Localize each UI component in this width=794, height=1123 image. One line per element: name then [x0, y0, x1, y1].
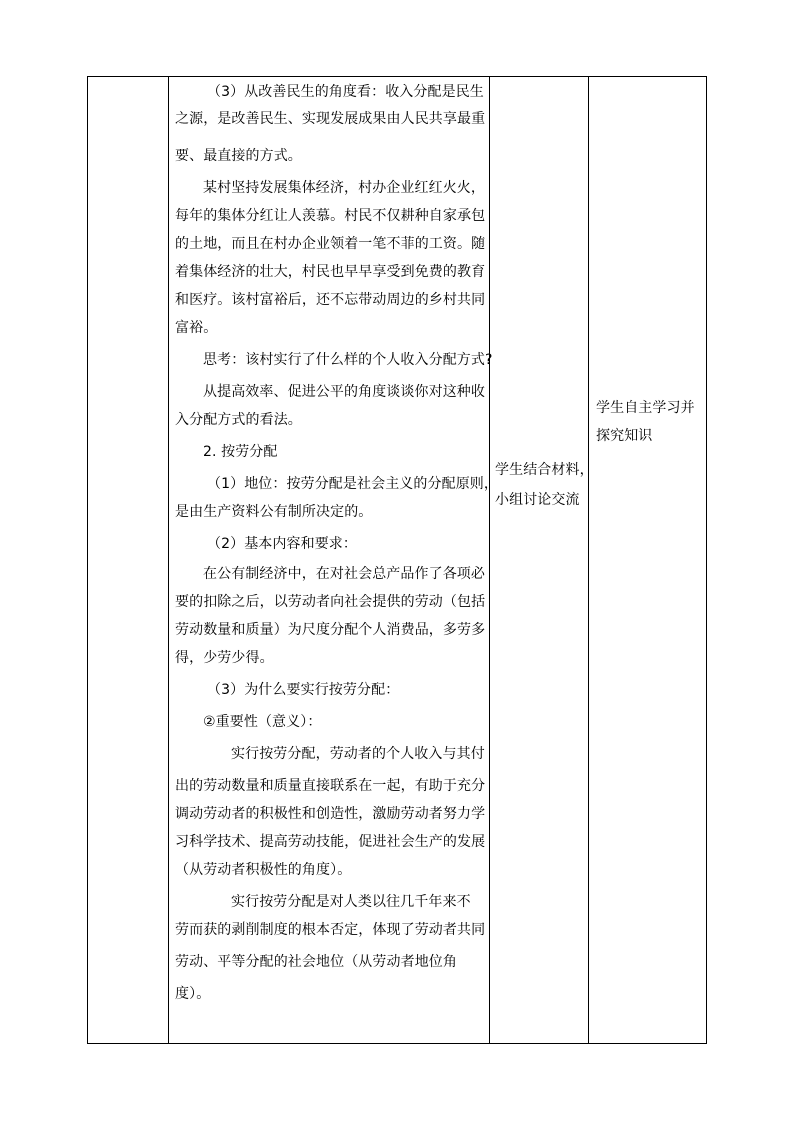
content-line: （1）地位：按劳分配是社会主义的分配原则，	[207, 476, 499, 492]
content-line: （从劳动者积极性的角度）。	[175, 862, 352, 878]
design-intent-cell	[589, 77, 708, 1043]
content-line: 劳动数量和质量）为尺度分配个人消费品，多劳多	[175, 622, 486, 638]
content-line: 度）。	[175, 986, 211, 1002]
activity-line: 小组讨论交流	[495, 492, 580, 508]
content-line: 富裕。	[175, 320, 218, 336]
content-line: （3）为什么要实行按劳分配：	[207, 682, 400, 698]
lesson-table	[87, 76, 707, 1044]
content-line: 出的劳动数量和质量直接联系在一起，有助于充分	[175, 778, 486, 794]
content-line: 实行按劳分配，劳动者的个人收入与其付	[231, 746, 485, 762]
teaching-content-cell	[169, 77, 499, 1043]
content-line: 劳而获的剥削制度的根本否定，体现了劳动者共同	[175, 922, 486, 938]
content-line: 某村坚持发展集体经济，村办企业红红火火，	[203, 180, 485, 196]
content-line: 入分配方式的看法。	[175, 412, 302, 428]
content-line: 要的扣除之后，以劳动者向社会提供的劳动（包括	[175, 594, 486, 610]
content-line: 从提高效率、促进公平的角度谈谈你对这种收	[203, 384, 485, 400]
content-line: 思考：该村实行了什么样的个人收入分配方式?	[203, 352, 493, 368]
intent-line: 探究知识	[596, 428, 653, 444]
empty-first-column-cell	[88, 77, 168, 1043]
content-line: 的土地，而且在村办企业领着一笔不菲的工资。随	[175, 236, 486, 252]
content-line: ②重要性（意义）：	[203, 714, 322, 730]
section-heading: 2. 按劳分配	[203, 444, 278, 460]
content-line: 每年的集体分红让人羡慕。村民不仅耕种自家承包	[175, 208, 486, 224]
content-line: （2）基本内容和要求：	[207, 536, 358, 552]
content-line: 得，少劳少得。	[175, 650, 274, 666]
content-line: 在公有制经济中，在对社会总产品作了各项必	[203, 566, 485, 582]
content-line: 是由生产资料公有制所决定的。	[175, 504, 373, 520]
content-line: 劳动、平等分配的社会地位（从劳动者地位角	[175, 954, 457, 970]
content-line: 和医疗。该村富裕后，还不忘带动周边的乡村共同	[175, 292, 486, 308]
intent-line: 学生自主学习并	[596, 400, 695, 416]
content-line: 调动劳动者的积极性和创造性，激励劳动者努力学	[175, 806, 486, 822]
content-line: 之源，是改善民生、实现发展成果由人民共享最重	[175, 111, 486, 127]
content-line: 要、最直接的方式。	[175, 148, 302, 164]
student-activity-cell	[490, 77, 594, 1043]
activity-line: 学生结合材料，	[495, 462, 594, 478]
content-line: 实行按劳分配是对人类以往几千年来不	[231, 894, 471, 910]
content-line: （3）从改善民生的角度看：收入分配是民生	[207, 84, 484, 100]
content-line: 着集体经济的壮大，村民也早早享受到免费的教育	[175, 264, 486, 280]
content-line: 习科学技术、提高劳动技能，促进社会生产的发展	[175, 834, 486, 850]
